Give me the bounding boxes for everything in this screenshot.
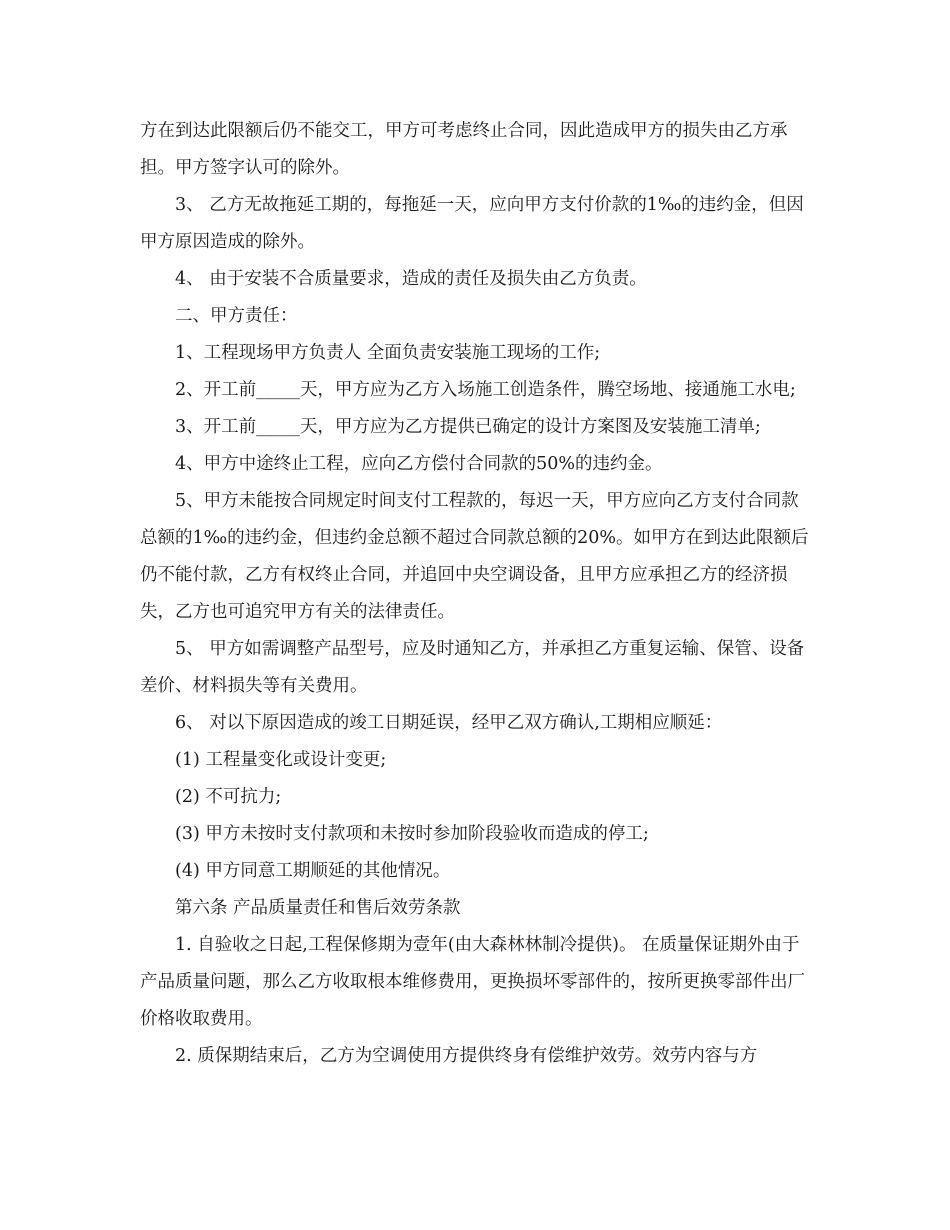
list-item-delay-4: (4) 甲方同意工期顺延的其他情况。 [175, 861, 451, 881]
section-heading-article-6: 第六条 产品质量责任和售后效劳条款 [175, 898, 461, 918]
list-item-delay-1: (1) 工程量变化或设计变更; [175, 750, 387, 770]
list-item-delay-2: (2) 不可抗力; [175, 787, 282, 807]
paragraph-party-a-1: 1、工程现场甲方负责人 全面负责安装施工现场的工作; [175, 343, 601, 363]
paragraph-party-a-5: 5、甲方未能按合同规定时间支付工程款的，每迟一天，甲方应向乙方支付合同款总额的1‰的违约金，但违约金总额不超过合同款总额的20%。如甲方在到达此限额后仍不能付款，乙方有权终止合同，并追回中央空调设备，且甲方应承担乙方的经济损失，乙方也可追究甲方有关的法律责任。 [140, 491, 809, 622]
paragraph-continued-clause: 方在到达此限额后仍不能交工，甲方可考虑终止合同，因此造成甲方的损失由乙方承担。甲方签字认可的除外。 [140, 121, 788, 178]
paragraph-party-a-6: 6、 对以下原因造成的竣工日期延误，经甲乙双方确认,工期相应顺延： [175, 713, 723, 733]
paragraph-warranty-2: 2. 质保期结束后，乙方为空调使用方提供终身有偿维护效劳。效劳内容与方 [175, 1046, 758, 1066]
document-body [140, 113, 810, 1075]
paragraph-party-a-2: 2、开工前_____天，甲方应为乙方入场施工创造条件，腾空场地、接通施工水电; [175, 380, 796, 400]
paragraph-party-a-5b: 5、 甲方如需调整产品型号，应及时通知乙方，并承担乙方重复运输、保管、设备差价、材料损失等有关费用。 [140, 639, 805, 696]
section-heading-party-a: 二、甲方责任： [175, 306, 298, 326]
list-item-delay-3: (3) 甲方未按时支付款项和未按时参加阶段验收而造成的停工; [175, 824, 649, 844]
paragraph-clause-4-quality: 4、 由于安装不合质量要求，造成的责任及损失由乙方负责。 [175, 269, 647, 289]
paragraph-warranty-1: 1. 自验收之日起,工程保修期为壹年(由大森林林制冷提供)。 在质量保证期外由于产品质量问题，那么乙方收取根本维修费用，更换损坏零部件的，按所更换零部件出厂价格收取费用。 [140, 935, 805, 1029]
paragraph-party-a-4: 4、甲方中途终止工程，应向乙方偿付合同款的50%的违约金。 [175, 454, 663, 474]
paragraph-clause-3-delay: 3、 乙方无故拖延工期的，每拖延一天，应向甲方支付价款的1‰的违约金，但因甲方原因造成的除外。 [140, 195, 804, 252]
paragraph-party-a-3: 3、开工前_____天，甲方应为乙方提供已确定的设计方案图及安装施工清单; [175, 417, 761, 437]
